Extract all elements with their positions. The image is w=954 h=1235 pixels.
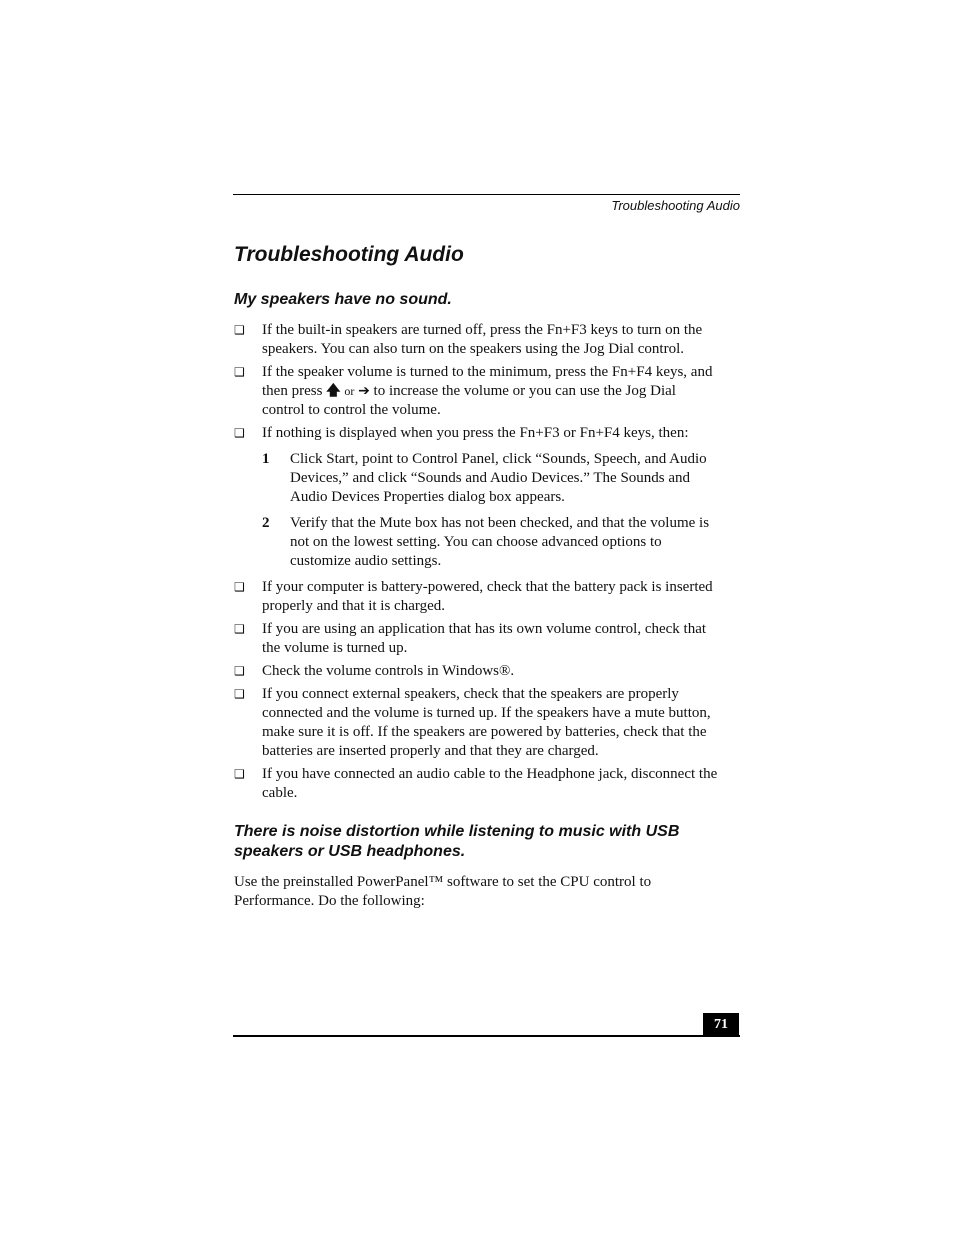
list-item-line: the volume is turned up. <box>262 640 408 656</box>
step-line: not on the lowest setting. You can choose advanced options to <box>290 534 662 550</box>
checkbox-bullet-icon: ❑ <box>234 622 245 636</box>
list-item-line: If the speaker volume is turned to the minimum, press the Fn+F4 keys, and <box>262 364 713 380</box>
list-item-line: Check the volume controls in Windows®. <box>262 663 515 679</box>
paragraph-line: Performance. Do the following: <box>234 893 425 909</box>
list-item <box>262 321 742 359</box>
list-item <box>262 424 742 443</box>
checkbox-bullet-icon: ❑ <box>234 426 245 440</box>
step-line: Click Start, point to Control Panel, click “Sounds, Speech, and Audio <box>290 451 707 467</box>
header-rule <box>233 194 740 195</box>
list-item <box>262 662 742 681</box>
checkbox-bullet-icon: ❑ <box>234 767 245 781</box>
checkbox-bullet-icon: ❑ <box>234 580 245 594</box>
page-title: Troubleshooting Audio <box>234 243 464 266</box>
list-item-line: If the built-in speakers are turned off, press the Fn+F3 keys to turn on the <box>262 322 703 338</box>
checkbox-bullet-icon: ❑ <box>234 365 245 379</box>
list-item-text: or <box>344 384 355 398</box>
list-item <box>262 363 742 420</box>
section-heading-line: speakers or USB headphones. <box>234 843 466 860</box>
list-item <box>262 620 742 658</box>
list-item-line: cable. <box>262 785 298 801</box>
list-item-line: batteries are inserted properly and that they are charged. <box>262 743 599 759</box>
section-heading-no-sound: My speakers have no sound. <box>234 291 452 308</box>
page-number: 71 <box>703 1013 739 1037</box>
paragraph <box>234 873 744 911</box>
list-item-line: If nothing is displayed when you press the Fn+F3 or Fn+F4 keys, then: <box>262 425 689 441</box>
list-item <box>262 765 742 803</box>
list-item-line: properly and that it is charged. <box>262 598 446 614</box>
running-head: Troubleshooting Audio <box>611 198 740 213</box>
step-line: customize audio settings. <box>290 553 442 569</box>
paragraph-line: Use the preinstalled PowerPanel™ software to set the CPU control to <box>234 874 652 890</box>
section-heading-line: There is noise distortion while listening to music with USB <box>234 823 680 840</box>
list-item-line: connected and the volume is turned up. If the speakers have a mute button, <box>262 705 711 721</box>
list-item-line: make sure it is off. If the speakers are powered by batteries, check that the <box>262 724 707 740</box>
step-line: Audio Devices Properties dialog box appears. <box>290 489 565 505</box>
list-item-line: If your computer is battery-powered, check that the battery pack is inserted <box>262 579 713 595</box>
list-item-line: control to control the volume. <box>262 402 441 418</box>
checkbox-bullet-icon: ❑ <box>234 687 245 701</box>
section-heading-usb-noise <box>234 822 744 862</box>
list-item-text: then press <box>262 383 323 399</box>
step-line: Verify that the Mute box has not been checked, and that the volume is <box>290 515 710 531</box>
list-item-line: If you connect external speakers, check that the speakers are properly <box>262 686 679 702</box>
step-number: 1 <box>262 451 270 467</box>
checkbox-bullet-icon: ❑ <box>234 664 245 678</box>
footer-rule <box>233 1035 740 1037</box>
numbered-step <box>290 450 738 507</box>
list-item <box>262 685 742 761</box>
numbered-step <box>290 514 738 571</box>
arrow-right-icon: ➔ <box>358 383 370 399</box>
list-item-line: If you are using an application that has its own volume control, check that <box>262 621 707 637</box>
checkbox-bullet-icon: ❑ <box>234 323 245 337</box>
arrow-up-icon: 🡅 <box>326 383 341 399</box>
list-item-line <box>262 382 742 401</box>
list-item-line: speakers. You can also turn on the speakers using the Jog Dial control. <box>262 341 685 357</box>
list-item-line: If you have connected an audio cable to the Headphone jack, disconnect the <box>262 766 718 782</box>
list-item <box>262 578 742 616</box>
step-line: Devices,” and click “Sounds and Audio Devices.” The Sounds and <box>290 470 691 486</box>
step-number: 2 <box>262 515 270 531</box>
list-item-text: to increase the volume or you can use the Jog Dial <box>373 383 676 399</box>
